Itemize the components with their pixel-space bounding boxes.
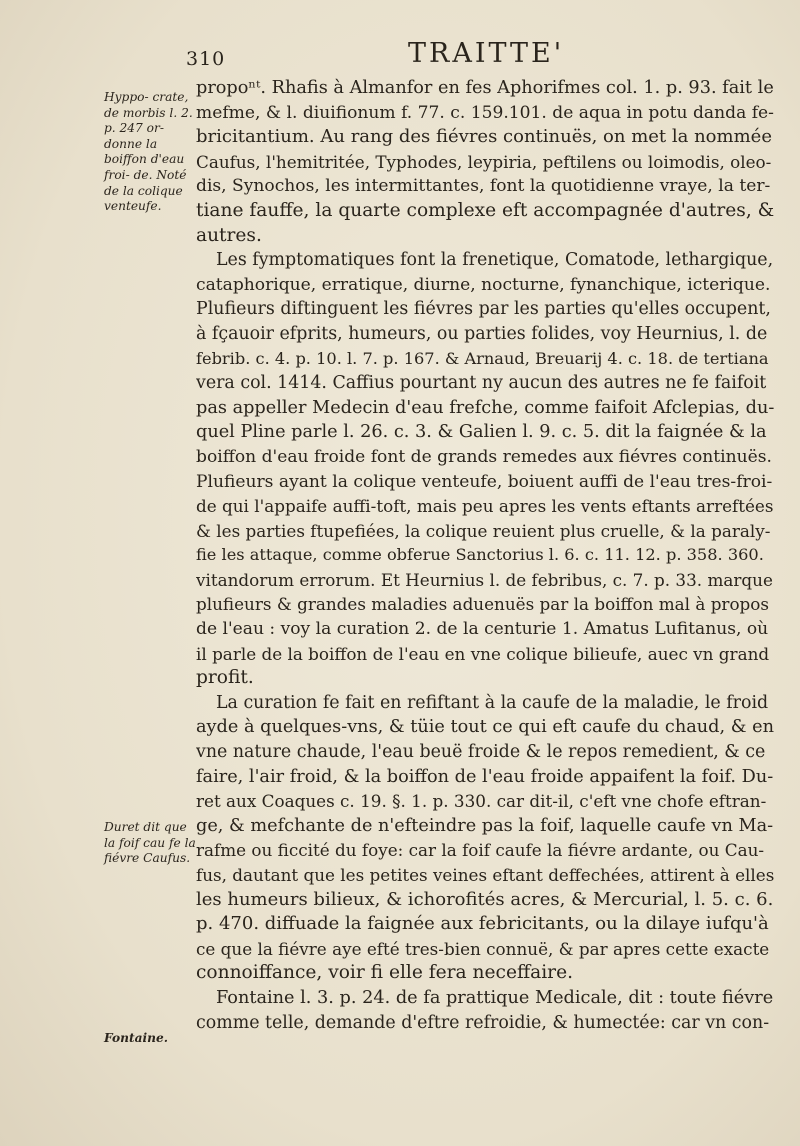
text-line: febrib. c. 4. p. 10. l. 7. p. 167. & Arnaud, Breuarij 4. c. 18. de tertiana bbox=[196, 348, 769, 368]
text-line: plufieurs & grandes maladies aduenuës par la boiffon mal à propos bbox=[196, 594, 770, 615]
running-title: TRAITTE' bbox=[408, 38, 565, 69]
text-line: de qui l'appaife auffi-toft, mais peu apres les vents eftants arreftées bbox=[196, 496, 774, 517]
text-line: La curation fe fait en refiftant à la caufe de la maladie, le froid bbox=[216, 692, 769, 713]
text-line: quel Pline parle l. 26. c. 3. & Galien l. 9. c. 5. dit la faignée & la bbox=[196, 422, 767, 443]
text-line: & les parties ftupefiées, la colique reuient plus cruelle, & la paraly- bbox=[196, 520, 771, 541]
margin-note-hippocrate: Hyppo- crate, de morbis l. 2. p. 247 or- donne la boiffon d'eau froi- de. Noté de la colique venteufe. bbox=[104, 90, 193, 214]
text-line: rafme ou ficcité du foye: car la foif caufe la fiévre ardante, ou Cau- bbox=[196, 840, 765, 861]
text-line: vne nature chaude, l'eau beuë froide & le repos remedient, & ce bbox=[196, 742, 766, 763]
text-line: vera col. 1414. Caffius pourtant ny aucun des autres ne fe faifoit bbox=[196, 373, 767, 394]
text-line: autres. bbox=[196, 224, 262, 246]
text-line: boiffon d'eau froide font de grands remedes aux fiévres continuës. bbox=[196, 446, 772, 467]
text-line: vitandorum errorum. Et Heurnius l. de febribus, c. 7. p. 33. marque bbox=[196, 569, 773, 590]
text-line: Les fymptomatiques font la frenetique, Comatode, lethargique, bbox=[216, 250, 774, 271]
text-line: pas appeller Medecin d'eau frefche, comme faifoit Afclepias, du- bbox=[196, 397, 774, 418]
text-line: tiane fauffe, la quarte complexe eft accompagnée d'autres, & bbox=[196, 199, 774, 221]
text-line: de l'eau : voy la curation 2. de la centurie 1. Amatus Lufitanus, où bbox=[196, 619, 769, 640]
text-line: ret aux Coaques c. 19. §. 1. p. 330. car dit-il, c'eft vne chofe eftran- bbox=[196, 791, 767, 812]
text-line: fus, dautant que les petites veines eftant deffechées, attirent à elles bbox=[196, 865, 774, 885]
text-line: à fçauoir efprits, humeurs, ou parties folides, voy Heurnius, l. de bbox=[196, 323, 768, 344]
text-line: propoⁿᵗ. Rhafis à Almanfor en fes Aphorifmes col. 1. p. 93. fait le bbox=[196, 78, 774, 98]
text-line: Plufieurs diftinguent les fiévres par les parties qu'elles occupent, bbox=[196, 299, 771, 320]
page-header bbox=[0, 38, 800, 72]
text-line: fie les attaque, comme obferue Sanctorius l. 6. c. 11. 12. p. 358. 360. bbox=[196, 545, 764, 565]
margin-note-fontaine: Fontaine. bbox=[104, 1031, 168, 1045]
text-line: il parle de la boiffon de l'eau en vne colique bilieufe, auec vn grand bbox=[196, 643, 770, 664]
text-line: connoiffance, voir fi elle fera neceffaire. bbox=[196, 962, 573, 984]
text-line: p. 470. diffuade la faignée aux febricitants, ou la dilaye iufqu'à bbox=[196, 913, 769, 935]
margin-note-duret: Duret dit que la foif cau fe la fiévre Caufus. bbox=[104, 820, 196, 866]
text-line: mefme, & l. diuifionum f. 77. c. 159.101. de aqua in potu danda fe- bbox=[196, 102, 774, 123]
text-line: cataphorique, erratique, diurne, nocturne, fynanchique, icterique. bbox=[196, 274, 771, 295]
text-line: ge, & mefchante de n'efteindre pas la foif, laquelle caufe vn Ma- bbox=[196, 815, 774, 836]
text-line: ayde à quelques-vns, & tüie tout ce qui eft caufe du chaud, & en bbox=[196, 717, 774, 738]
text-line: bricitantium. Au rang des fiévres continuës, on met la nommée bbox=[196, 126, 772, 148]
text-line: dis, Synochos, les intermittantes, font la quotidienne vraye, la ter- bbox=[196, 176, 771, 197]
body-text bbox=[196, 76, 774, 1035]
text-line: Plufieurs ayant la colique venteufe, boiuent auffi de l'eau tres-froi- bbox=[196, 471, 773, 492]
text-line: Fontaine l. 3. p. 24. de fa prattique Medicale, dit : toute fiévre bbox=[216, 987, 774, 1008]
text-line: les humeurs bilieux, & ichorofités acres, & Mercurial, l. 5. c. 6. bbox=[196, 888, 774, 910]
text-line: profit. bbox=[196, 667, 254, 689]
page-number: 310 bbox=[186, 48, 226, 70]
text-line: faire, l'air froid, & la boiffon de l'eau froide appaifent la foif. Du- bbox=[196, 766, 774, 787]
text-line: ce que la fiévre aye efté tres-bien connuë, & par apres cette exacte bbox=[196, 938, 770, 959]
text-line: comme telle, demande d'eftre refroidie, & humectée: car vn con- bbox=[196, 1012, 770, 1033]
text-line: Caufus, l'hemitritée, Typhodes, leypiria, peftilens ou loimodis, oleo- bbox=[196, 151, 772, 172]
